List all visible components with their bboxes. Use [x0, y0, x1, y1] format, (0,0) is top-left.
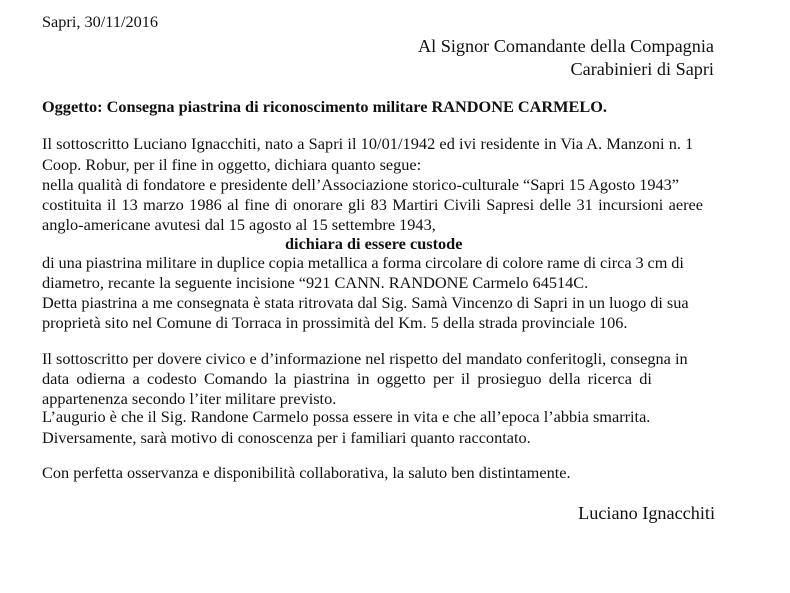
body-line: Coop. Robur, per il fine in oggetto, dichiara quanto segue: [42, 155, 422, 174]
recipient-line-2: Carabinieri di Sapri [570, 59, 714, 79]
body-line: Diversamente, sarà motivo di conoscenza per i familiari quanto raccontato. [42, 428, 531, 447]
body-line: di una piastrina militare in duplice copia metallica a forma circolare di colore rame di circa 3 cm di [42, 253, 684, 272]
body-line: nella qualità di fondatore e presidente dell’Associazione storico-culturale “Sapri 15 Agosto 1943” [42, 175, 680, 194]
declaration-heading: dichiara di essere custode [285, 234, 463, 253]
body-line: Il sottoscritto per dovere civico e d’informazione nel rispetto del mandato conferitogli, consegna in [42, 349, 688, 368]
closing-line: Con perfetta osservanza e disponibilità collaborativa, la saluto ben distintamente. [42, 463, 571, 482]
body-line: costituita il 13 marzo 1986 al fine di onorare gli 83 Martiri Civili Sapresi delle 31 incursioni aeree [42, 195, 703, 214]
body-line: anglo-americane avutesi dal 15 agosto al 15 settembre 1943, [42, 215, 436, 234]
body-line: proprietà sito nel Comune di Torraca in prossimità del Km. 5 della strada provinciale 106. [42, 313, 628, 332]
body-line: Il sottoscritto Luciano Ignacchiti, nato a Sapri il 10/01/1942 ed ivi residente in Via A. Manzoni n. 1 [42, 134, 694, 153]
signature: Luciano Ignacchiti [578, 503, 715, 523]
body-line: L’augurio è che il Sig. Randone Carmelo possa essere in vita e che all’epoca l’abbia smarrita. [42, 407, 651, 426]
place-date: Sapri, 30/11/2016 [42, 12, 159, 31]
body-line: data odierna a codesto Comando la piastrina in oggetto per il prosieguo della ricerca di [42, 369, 652, 388]
subject-line: Oggetto: Consegna piastrina di riconoscimento militare RANDONE CARMELO. [42, 97, 607, 116]
recipient-line-1: Al Signor Comandante della Compagnia [418, 36, 714, 56]
body-line: Detta piastrina a me consegnata è stata ritrovata dal Sig. Samà Vincenzo di Sapri in un luogo di sua [42, 293, 689, 312]
body-line: diametro, recante la seguente incisione “921 CANN. RANDONE Carmelo 64514C. [42, 273, 589, 292]
body-line: appartenenza secondo l’iter militare previsto. [42, 389, 337, 408]
